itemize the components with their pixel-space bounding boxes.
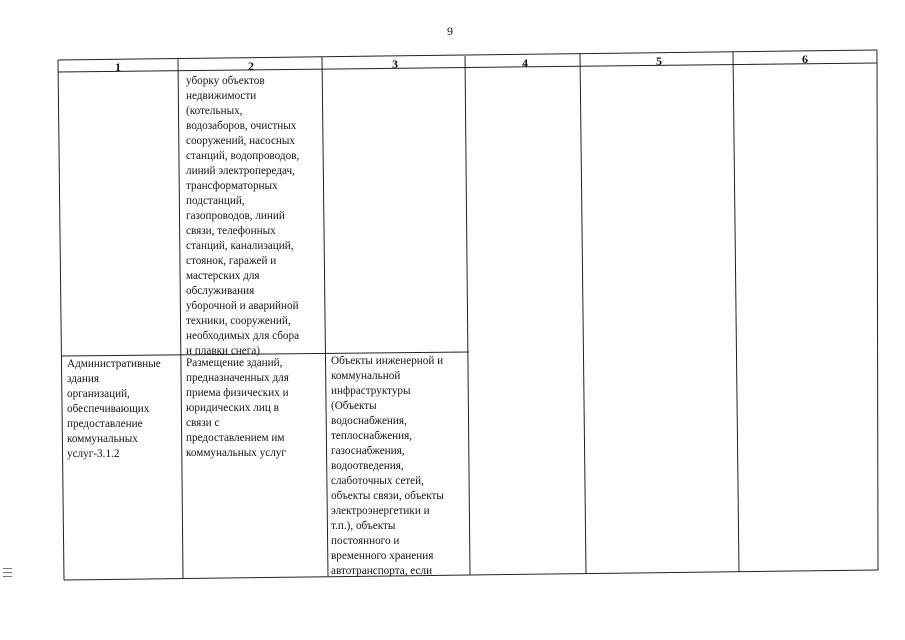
column-header-4: 4 [522,56,528,70]
page-number: 9 [447,24,453,38]
table-cell-r2-c1: Административные здания организаций, обеспечивающих предоставление коммунальных услуг-3.1.2 [67,358,161,460]
column-header-5: 5 [656,54,662,68]
table-cell-r2-c2: Размещение зданий, предназначенных для приема физических и юридических лиц в связи с предоставлением им коммунальных услуг [186,357,289,459]
table-cell-r2-c3: Объекты инженерной и коммунальной инфраструктуры (Объекты водоснабжения, теплоснабжения, газоснабжения, водоотведения, слаботочных сетей, объекты связи, объекты электроэнергетики и т.п.), объекты постоянного и временного хранения автотранспорта, если [331,355,444,577]
margin-mark [3,568,12,577]
column-header-3: 3 [392,57,398,71]
column-header-1: 1 [115,60,121,74]
column-header-6: 6 [802,52,808,66]
column-header-2: 2 [248,59,254,73]
table-cell-r1-c2: уборку объектов недвижимости (котельных, водозаборов, очистных сооружений, насосных станций, водопроводов, линий электропередач, трансформаторных подстанций, газопроводов, линий связи, телефонных станций, канализаций, стоянок, гаражей и мастерских для обслуживания уборочной и аварийной техники, сооружений, необходимых для сбора и плавки снега) [186,75,300,357]
